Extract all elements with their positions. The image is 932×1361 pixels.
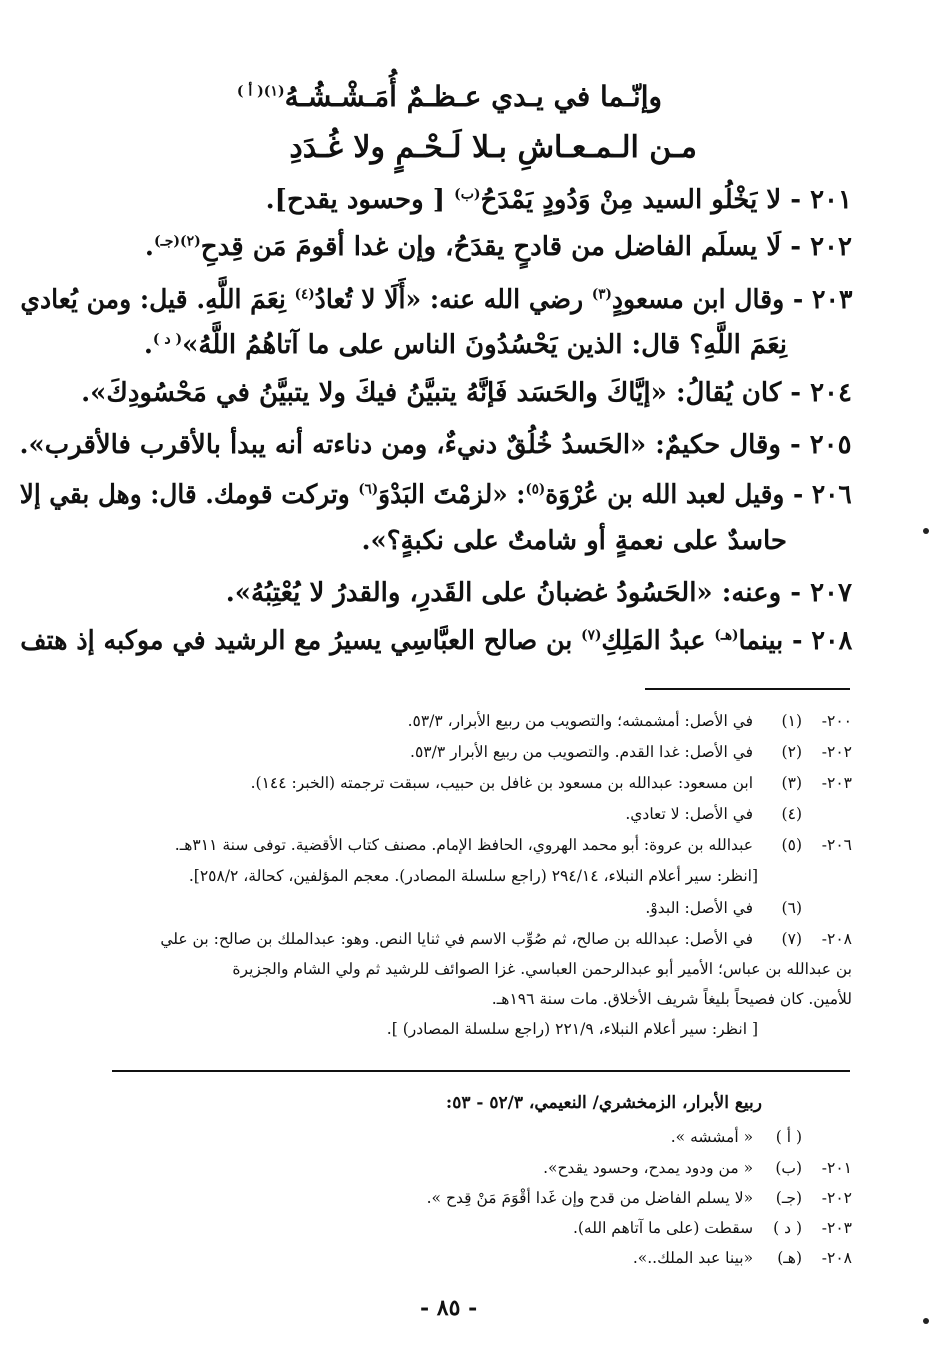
paragraph-201: ٢٠١ - لا يَخْلُو السيد مِنْ وَدُودٍ يَمْدَحُ$^{(ب)}$ [ وحسود يقدح]. bbox=[265, 185, 852, 215]
poem-verse-line-2: مـن الـمـعـاشِ بـلا لَـحْـمٍ ولا غُـدَدِ bbox=[289, 130, 697, 165]
footnote-3: ٢٠٣-(٣) ابن مسعود: عبدالله بن مسعود بن غافل بن حبيب، سبقت ترجمته (الخبر: ١٤٤). bbox=[250, 774, 852, 792]
footnote-marker: ( د ) bbox=[152, 331, 183, 348]
paragraph-208: ٢٠٨ - بينما$^{(هـ)}$ عبدُ المَلِكِ$^{(٧)}$ بن صالح العبَّاسِي يسيرُ مع الرشيد في موكبه إذ هتف bbox=[20, 626, 852, 656]
footnote-marker: (٦) bbox=[358, 481, 379, 498]
paragraph-203: ٢٠٣ - وقال ابن مسعودٍ$^{(٣)}$ رضي الله عنه: «أَلَا لا تُعادُ$^{(٤)}$ نِعَمَ اللَّهِ. قيل: ومن يُعادي bbox=[20, 285, 852, 315]
source-note-c: ٢٠٢-(جـ) «لا يسلم الفاضل من قدح وإن غَدا أقْوَمَ مَنْ قِدح ». bbox=[426, 1189, 852, 1207]
footnote-marker: (٢)(جـ) bbox=[153, 233, 201, 250]
paragraph-207: ٢٠٧ - وعنه: «الحَسُودُ غضبانُ على القَدرِ، والقدرُ لا يُعْتِبُهُ». bbox=[225, 578, 852, 608]
footnote-7-continued: [ انظر: سير أعلام النبلاء، ٢٢١/٩ (راجع سلسلة المصادر) ]. bbox=[386, 1020, 758, 1038]
sources-heading: ربيع الأبرار، الزمخشري/ النعيمي، ٥٢/٣ - ٥٣: bbox=[445, 1093, 762, 1113]
footnote-marker: (ب) bbox=[454, 186, 481, 203]
footnote-marker: (٤) bbox=[294, 286, 315, 303]
paragraph-203-continued: نِعَمَ اللَّهِ؟ قال: الذين يَحْسُدُونَ الناس على ما آتاهُمُ اللَّهُ»$^{( د )}$. bbox=[143, 330, 787, 360]
footnote-7-continued: للأمين. كان فصيحاً بليغاً شريف الأخلاق. مات سنة ١٩٦هـ. bbox=[491, 990, 852, 1008]
paragraph-206-continued: حاسدٌ على نعمةٍ أو شامتٌ على نكبةٍ؟». bbox=[361, 526, 787, 556]
footnote-marker: (٣) bbox=[591, 286, 612, 303]
footnote-marker: (٧) bbox=[580, 627, 602, 644]
footnote-separator bbox=[645, 688, 850, 690]
source-note-a: ( أ ) « أمششه ». bbox=[670, 1128, 802, 1146]
footnote-2: ٢٠٢-(٢) في الأصل: غدا القدم. والتصويب من ربيع الأبرار ٥٣/٣. bbox=[410, 743, 852, 761]
poem-verse-line-1: وإنّـما في يـدي عـظـمٌ أُمَـشْـشُـهُ$^{(١)( أ )}$ bbox=[236, 80, 662, 113]
footnote-marker: (٥) bbox=[525, 481, 546, 498]
footnote-5: ٢٠٦-(٥) عبدالله بن عروة: أبو محمد الهروي، الحافظ الإمام. مصنف كتاب الأقضية. توفى سنة ٣١١هـ. bbox=[174, 836, 852, 854]
sources-separator bbox=[112, 1070, 850, 1072]
paragraph-202: ٢٠٢ - لَا يسلَم الفاضل من قادحٍ يقدَحُ، وإن غدا أقومَ مَن قِدحِ$^{(٢)(جـ)}$. bbox=[144, 232, 852, 262]
binding-mark bbox=[923, 1318, 929, 1324]
source-note-d: ٢٠٣-( د ) سقطت (على ما آتاهم الله). bbox=[572, 1219, 852, 1237]
paragraph-205: ٢٠٥ - وقال حكيمٌ: «الحَسدُ خُلُقٌ دنيءٌ، ومن دناءته أنه يبدأ بالأقرب فالأقرب». bbox=[20, 430, 852, 460]
paragraph-204: ٢٠٤ - كان يُقالُ: «إيَّاكَ والحَسَد فَإنَّهُ يتبيَّنُ فيكَ ولا يتبيَّنُ في مَحْسُودِكَ». bbox=[81, 378, 852, 408]
source-note-e: ٢٠٨-(هـ) «بينا عبد الملك..». bbox=[632, 1249, 852, 1267]
page-number: - ٨٥ - bbox=[420, 1295, 478, 1321]
footnote-1: ٢٠٠-(١) في الأصل: أمشمشه؛ والتصويب من ربيع الأبرار، ٥٣/٣. bbox=[407, 712, 852, 730]
footnote-6: (٦) في الأصل: البدوْ. bbox=[645, 899, 802, 917]
paragraph-206: ٢٠٦ - وقيل لعبد الله بن عُرْوَة$^{(٥)}$: «لزمْتَ البَدْوَ$^{(٦)}$ وتركت قومك. قال: وهل بقي إلا bbox=[20, 480, 852, 510]
footnote-5-continued: [انظر: سير أعلام النبلاء، ٢٩٤/١٤ (راجع سلسلة المصادر). معجم المؤلفين، كحالة، ٢٥٨/٢]. bbox=[188, 867, 758, 885]
footnote-7-continued: بن عبدالله بن عباس؛ الأمير أبو عبدالرحمن العباسي. غزا الصوائف للرشيد ثم ولي الشام والجزيرة bbox=[232, 960, 852, 978]
binding-mark bbox=[923, 528, 929, 534]
footnote-4: (٤) في الأصل: لا تعادي. bbox=[625, 805, 802, 823]
footnote-marker: (هـ) bbox=[714, 627, 739, 644]
footnote-7: ٢٠٨-(٧) في الأصل: عبدالله بن صالح، ثم صُوِّب الاسم في ثنايا النص. وهو: عبدالملك بن صالح: بن علي bbox=[160, 930, 852, 948]
source-note-b: ٢٠١-(ب) « من ودود يمدح، وحسود يقدح». bbox=[543, 1159, 852, 1177]
footnote-marker: (١)( أ ) bbox=[236, 83, 285, 100]
